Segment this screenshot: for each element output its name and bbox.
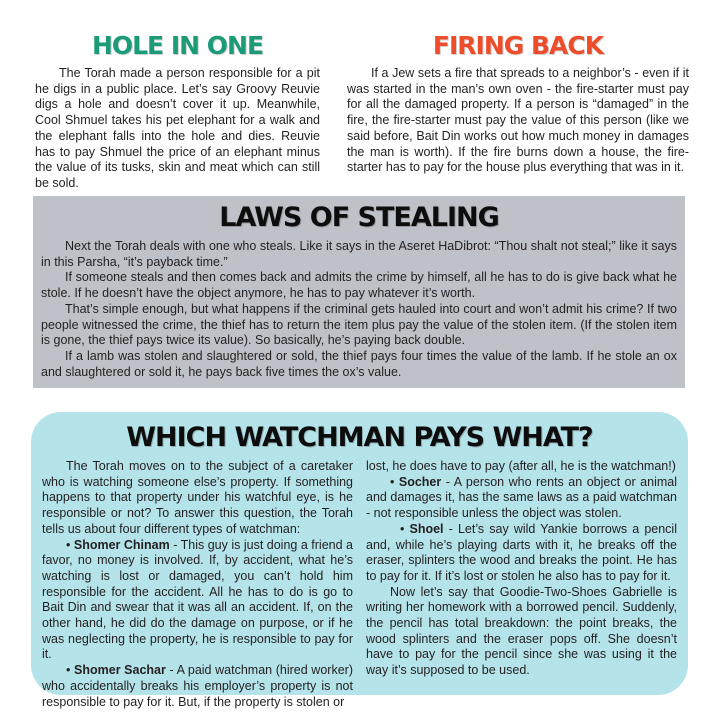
paragraph	[41, 302, 677, 349]
text-run: That’s simple enough, but what happens if the criminal gets hauled into court and won’t admit his crime? If two people witnessed the crime, the thief has to return the item plus pay the value of the stolen item. (If the stolen item is gone, the thief pays twice its value). So basically, he’s paying back double.	[41, 301, 677, 348]
watchman-right-column	[366, 459, 677, 710]
laws-of-stealing-text	[41, 239, 677, 380]
text-run: The Torah made a person responsible for a pit he digs in a public place. Let’s say Groovy Reuvie digs a hole and doesn’t cover it up. Meanwhile, Cool Shmuel takes his pet elephant for a walk and the elephant falls into the hole and dies. Reuvie has to pay Shmuel the price of an elephant minus the value of its tusks, skin and meat which can still be sold.	[35, 66, 320, 190]
text-run: The Torah moves on to the subject of a caretaker who is watching someone else’s property. If something happens to that property under his watchful eye, is he responsible or not? To answer this question, the Torah tells us about four different types of watchman:	[42, 459, 353, 536]
paragraph	[366, 475, 677, 522]
article-firing-back	[347, 30, 689, 176]
text-run: •	[390, 474, 399, 489]
text-run: - Let’s say wild Yankie borrows a pencil and, while he’s playing darts with it, he breaks off the eraser, splinters the wood and breaks the point. He has to pay for it. If it’s lost or stolen he also has to pay for it.	[366, 521, 677, 583]
bold-term: Socher	[398, 474, 442, 489]
panel-watchman	[31, 412, 688, 709]
paragraph	[41, 349, 677, 380]
hole-in-one-text	[35, 66, 320, 192]
paragraph	[42, 663, 353, 710]
text-run: •	[400, 521, 410, 536]
panel-laws-of-stealing	[33, 196, 685, 388]
paragraph	[366, 585, 677, 679]
text-run: - A paid watchman (hired worker) who accidentally breaks his employer’s property is not responsible to pay for it. But, if the property is stolen or	[42, 663, 353, 709]
firing-back-title: FIRING BACK	[432, 31, 604, 60]
paragraph	[366, 459, 677, 475]
paragraph	[42, 459, 353, 538]
text-run: Now let’s say that Goodie-Two-Shoes Gabrielle is writing her homework with a borrowed pencil. Suddenly, the pencil has total breakdown: the point breaks, the wood splinters and the eraser pops off. She doesn’t have to pay for the pencil since she was using it the way it’s supposed to be used.	[366, 584, 677, 678]
text-run: •	[66, 537, 74, 552]
paragraph	[366, 522, 677, 585]
paragraph	[41, 270, 677, 301]
paragraph	[347, 66, 689, 176]
text-run: - This guy is just doing a friend a favor, no money is involved. If, by accident, what he’s watching is lost or damaged, you can’t hold him responsible for the accident. All he has to do is go to Bait Din and swear that it was all an accident. If, on the other hand, he did do the damage on purpose, or if he was neglecting the property, he is responsible to pay for it.	[42, 537, 353, 662]
text-run: - A person who rents an object or animal and damages it, has the same laws as a paid watchman - not responsible unless the object was stolen.	[366, 474, 677, 521]
firing-back-text	[347, 66, 689, 176]
bold-term: Shomer Sachar	[74, 663, 166, 678]
watchman-left-column	[42, 459, 353, 710]
hole-in-one-title: HOLE IN ONE	[91, 31, 264, 60]
article-hole-in-one	[35, 30, 320, 192]
watchman-columns	[42, 459, 677, 710]
text-run: lost, he does have to pay (after all, he is the watchman!)	[366, 459, 676, 473]
paragraph	[35, 66, 320, 192]
bold-term: Shomer Chinam	[73, 537, 170, 552]
text-run: Next the Torah deals with one who steals. Like it says in the Aseret HaDibrot: “Thou shalt not steal;” like it says in this Parsha, “it’s payback time.”	[41, 239, 677, 269]
watchman-title: WHICH WATCHMAN PAYS WHAT?	[126, 422, 593, 453]
text-run: If a Jew sets a fire that spreads to a neighbor’s - even if it was started in the man’s own oven - the fire-starter must pay for all the damaged property. If a person is “damaged” in the fire, the fire-starter must pay the value of this person (like we said before, Bait Din works out how much money in damages the man is worth). If the fire burns down a house, the fire-starter has to pay for the house plus everything that was in it.	[347, 66, 689, 175]
bold-term: Shoel	[409, 521, 444, 536]
text-run: If a lamb was stolen and slaughtered or sold, the thief pays four times the value of the lamb. If he stole an ox and slaughtered or sold it, he pays back five times the ox’s value.	[41, 348, 677, 379]
laws-of-stealing-title: LAWS OF STEALING	[219, 202, 499, 233]
paragraph	[41, 239, 677, 270]
text-run: If someone steals and then comes back and admits the crime by himself, all he has to do is give back what he stole. If he doesn’t have the object anymore, he has to pay whatever it’s worth.	[41, 270, 677, 301]
text-run: •	[66, 663, 75, 678]
paragraph	[42, 538, 353, 664]
